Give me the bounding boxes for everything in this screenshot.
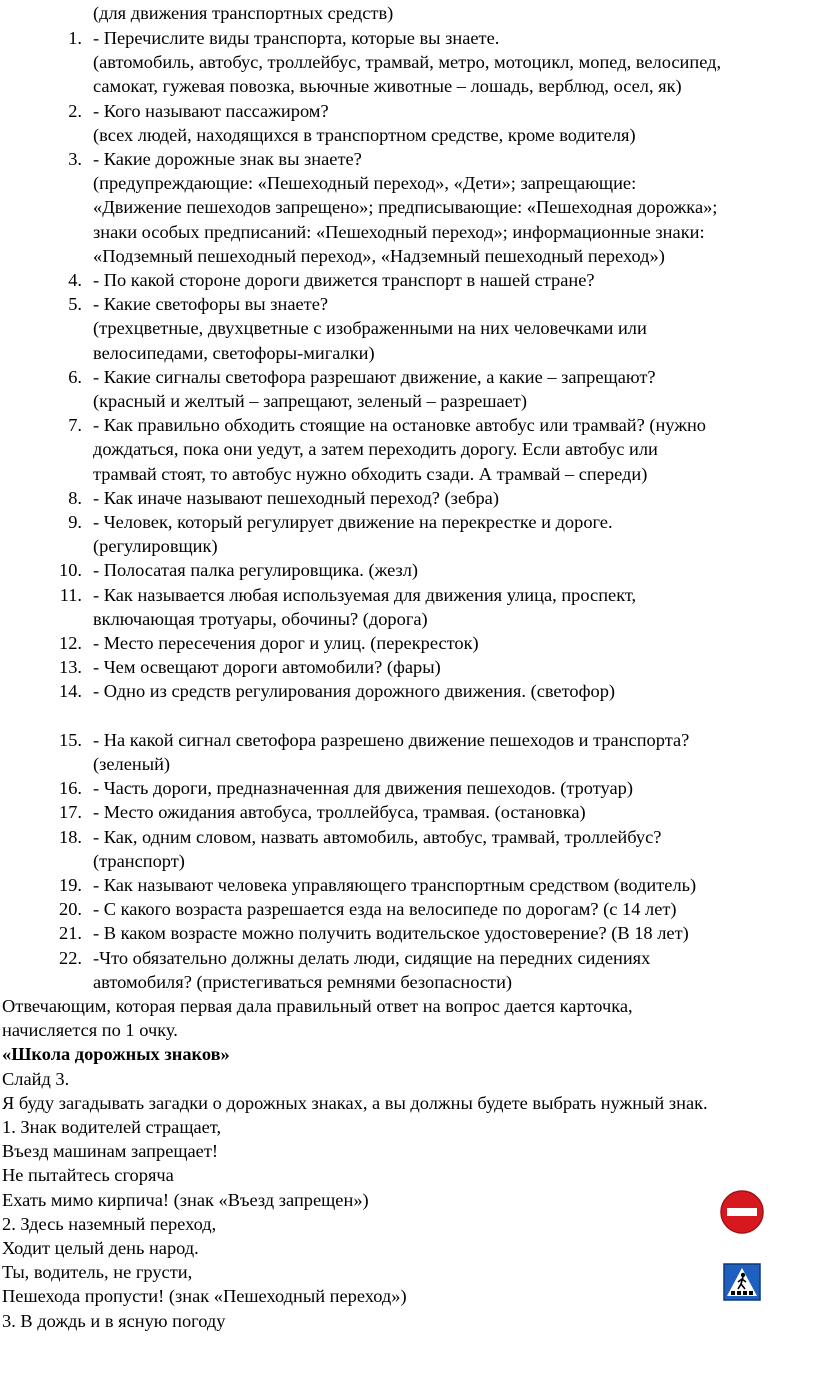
paragraph-line: Ходит целый день народ. (2, 1238, 199, 1258)
question-text: - Место пересечения дорог и улиц. (перекресток) (93, 633, 479, 653)
paragraph-line: Ехать мимо кирпича! (знак «Въезд запрещен») (2, 1189, 369, 1210)
question-number: 11. (59, 584, 82, 605)
question-number: 20. (59, 899, 82, 920)
question-text: - Одно из средств регулирования дорожного движения. (светофор) (93, 681, 616, 702)
question-text: дождаться, пока они уедут, а затем переходить дорогу. Если автобус или (93, 439, 658, 460)
question-text: «Движение пешеходов запрещено»; предписывающие: «Пешеходная дорожка»; (93, 197, 718, 218)
question-number: 19. (59, 875, 82, 895)
question-text: - Место ожидания автобуса, троллейбуса, трамвая. (остановка) (93, 802, 586, 823)
paragraph-line: Слайд 3. (2, 1068, 70, 1089)
paragraph-line: Ты, водитель, не грусти, (2, 1262, 193, 1283)
question-number: 18. (59, 826, 82, 847)
question-text: - Как, одним словом, назвать автомобиль, автобус, трамвай, троллейбус? (93, 826, 662, 847)
question-text: - Какие сигналы светофора разрешают движение, а какие – запрещают? (93, 366, 656, 387)
question-text: - Какие дорожные знак вы знаете? (93, 149, 362, 169)
question-text: - Кого называют пассажиром? (93, 100, 329, 121)
question-number: 13. (59, 657, 82, 678)
question-number: 6. (68, 366, 82, 387)
question-number: 4. (68, 270, 82, 290)
paragraph-line: 2. Здесь наземный переход, (2, 1213, 217, 1234)
question-text: - Как называется любая используемая для движения улица, проспект, (93, 584, 637, 605)
question-text: - Как иначе называют пешеходный переход? (зебра) (93, 487, 499, 508)
question-text: - Часть дороги, предназначенная для движения пешеходов. (тротуар) (93, 778, 633, 799)
paragraph-line: Отвечающим, которая первая дала правильный ответ на вопрос дается карточка, (2, 996, 633, 1016)
question-text: - Человек, который регулирует движение на перекрестке и дороге. (93, 512, 613, 532)
question-text: - По какой стороне дороги движется транспорт в нашей стране? (93, 270, 595, 290)
question-text: включающая тротуары, обочины? (дорога) (93, 608, 428, 629)
question-text: «Подземный пешеходный переход», «Надземный пешеходный переход») (93, 245, 665, 266)
paragraph-line: Въезд машинам запрещает! (2, 1141, 218, 1162)
question-text: - Как называют человека управляющего транспортным средством (водитель) (93, 875, 697, 895)
question-text: знаки особых предписаний: «Пешеходный переход»; информационные знаки: (93, 221, 705, 242)
question-text: - Перечислите виды транспорта, которые вы знаете. (93, 28, 500, 48)
paragraph-line: Пешехода пропусти! (знак «Пешеходный переход») (2, 1286, 407, 1307)
question-text: - В каком возрасте можно получить водительское удостоверение? (В 18 лет) (93, 923, 689, 944)
question-text: - Какие светофоры вы знаете? (93, 294, 329, 315)
question-text: (красный и желтый – запрещают, зеленый – разрешает) (93, 391, 527, 411)
paragraph-line: Я буду загадывать загадки о дорожных знаках, а вы должны будете выбрать нужный знак. (2, 1092, 708, 1113)
question-number: 3. (68, 149, 82, 169)
question-text: (трехцветные, двухцветные с изображенными на них человечками или (93, 318, 647, 339)
question-number: 17. (59, 802, 82, 823)
paragraph-line: Не пытайтесь сгоряча (2, 1165, 174, 1186)
question-text: (зеленый) (93, 754, 171, 774)
pedestrian-crossing-sign-icon (710, 1254, 774, 1310)
question-number: 14. (59, 681, 82, 702)
question-number: 12. (59, 633, 82, 653)
question-number: 22. (59, 947, 82, 968)
paragraph-line: 3. В дождь и в ясную погоду (2, 1310, 226, 1331)
question-text: - Полосатая палка регулировщика. (жезл) (93, 560, 419, 581)
question-text: -Что обязательно должны делать люди, сидящие на передних сидениях (93, 947, 651, 968)
question-number: 10. (59, 560, 82, 581)
question-number: 9. (68, 512, 82, 532)
question-number: 16. (59, 778, 82, 799)
intro-line: (для движения транспортных средств) (93, 3, 394, 23)
question-text: (всех людей, находящихся в транспортном средстве, кроме водителя) (93, 124, 636, 145)
question-text: велосипедами, светофоры-мигалки) (93, 342, 375, 363)
question-text: (автомобиль, автобус, троллейбус, трамвай, метро, мотоцикл, мопед, велосипед, (93, 52, 722, 73)
question-text: (регулировщик) (93, 536, 218, 557)
question-number: 5. (68, 294, 82, 315)
paragraph-line: 1. Знак водителей стращает, (2, 1117, 222, 1137)
question-text: (предупреждающие: «Пешеходный переход», «Дети»; запрещающие: (93, 173, 637, 194)
no-entry-sign-icon (719, 1189, 765, 1235)
question-number: 7. (68, 415, 82, 436)
question-number: 21. (59, 923, 82, 944)
question-text: самокат, гужевая повозка, вьючные животные – лошадь, верблюд, осел, як) (93, 76, 682, 97)
question-number: 2. (68, 100, 82, 121)
question-text: - Как правильно обходить стоящие на остановке автобус или трамвай? (нужно (93, 415, 706, 436)
question-number: 15. (59, 729, 82, 750)
question-number: 8. (68, 487, 82, 508)
question-text: - На какой сигнал светофора разрешено движение пешеходов и транспорта? (93, 729, 690, 750)
question-text: - С какого возраста разрешается езда на велосипеде по дорогам? (с 14 лет) (93, 899, 677, 920)
question-text: (транспорт) (93, 850, 185, 871)
question-text: - Чем освещают дороги автомобили? (фары) (93, 657, 441, 678)
paragraph-line: начисляется по 1 очку. (2, 1020, 178, 1041)
question-text: автомобиля? (пристегиваться ремнями безопасности) (93, 971, 513, 992)
section-heading: «Школа дорожных знаков» (2, 1044, 230, 1065)
question-text: трамвай стоят, то автобус нужно обходить сзади. А трамвай – спереди) (93, 463, 648, 484)
question-number: 1. (68, 28, 82, 48)
